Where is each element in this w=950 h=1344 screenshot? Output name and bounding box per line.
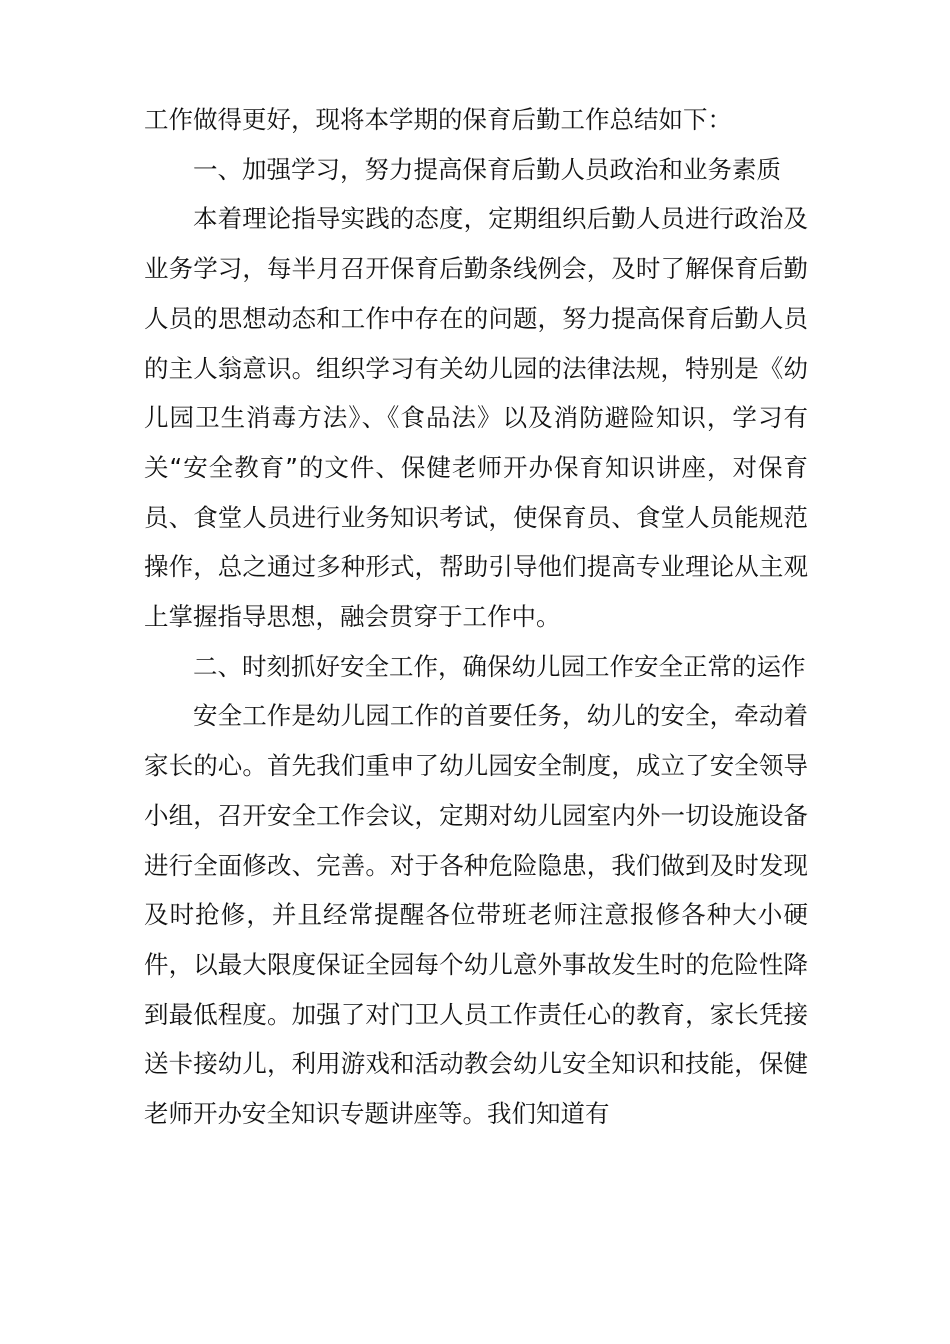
section-heading-safety: 二、时刻抓好安全工作，确保幼儿园工作安全正常的运作 bbox=[193, 651, 806, 681]
body-paragraph-safety: 安全工作是幼儿园工作的首要任务，幼儿的安全，牵动着家长的心。首先我们重申了幼儿园安全制度，成立了安全领导小组，召开安全工作会议，定期对幼儿园室内外一切设施设备进行全面修改、完善。对于各种危险隐患，我们做到及时发现及时抢修，并且经常提醒各位带班老师注意报修各种大小硬件，以最大限度保证全园每个幼儿意外事故发生时的危险性降到最低程度。加强了对门卫人员工作责任心的教育，家长凭接送卡接幼儿，利用游戏和活动教会幼儿安全知识和技能，保健老师开办安全知识专题讲座等。我们知道有 bbox=[144, 701, 808, 1129]
document-body bbox=[144, 95, 808, 1139]
continuation-paragraph: 工作做得更好，现将本学期的保育后勤工作总结如下： bbox=[144, 105, 732, 134]
body-paragraph-study: 本着理论指导实践的态度，定期组织后勤人员进行政治及业务学习，每半月召开保育后勤条线例会，及时了解保育后勤人员的思想动态和工作中存在的问题，努力提高保育后勤人员的主人翁意识。组织学习有关幼儿园的法律法规，特别是《幼儿园卫生消毒方法》、《食品法》以及消防避险知识，学习有关“安全教育”的文件、保健老师开办保育知识讲座，对保育员、食堂人员进行业务知识考试，使保育员、食堂人员能规范操作，总之通过多种形式，帮助引导他们提高专业理论从主观上掌握指导思想，融会贯穿于工作中。 bbox=[144, 204, 808, 632]
section-heading-study: 一、加强学习，努力提高保育后勤人员政治和业务素质 bbox=[193, 154, 781, 184]
